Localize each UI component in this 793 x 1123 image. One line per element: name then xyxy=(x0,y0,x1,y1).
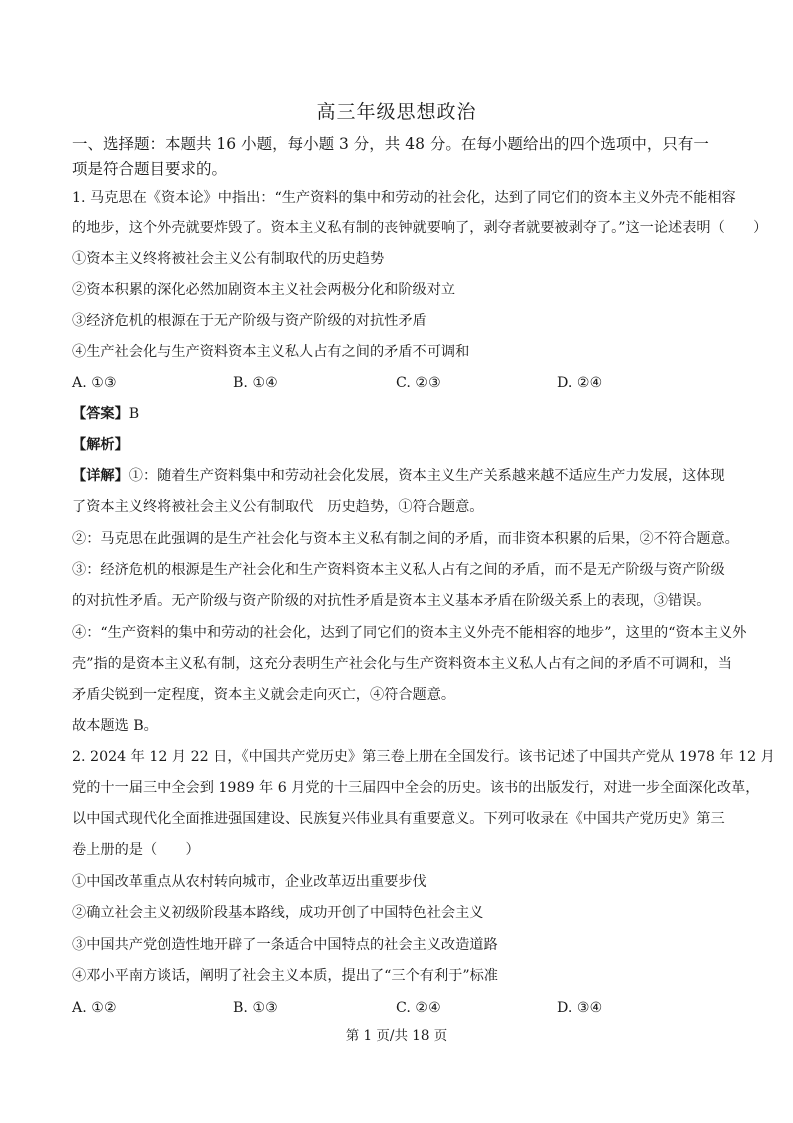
page-footer: 第 1 页/共 18 页 xyxy=(345,1028,448,1044)
q2-statement: ②确立社会主义初级阶段基本路线，成功开创了中国特色社会主义 xyxy=(72,905,484,921)
detail-label: 【详解】 xyxy=(72,468,129,484)
section-header-line: 一、选择题：本题共 16 小题，每小题 3 分，共 48 分。在每小题给出的四个选项中，只有一 xyxy=(72,135,709,153)
q2-statement: ①中国改革重点从农村转向城市，企业改革迈出重要步伐 xyxy=(72,874,427,890)
q2-stem-line: 2. 2024 年 12 月 22 日，《中国共产党历史》第三卷上册在全国发行。该书记述了中国共产党从 1978 年 12 月 xyxy=(72,749,775,765)
q1-detail-line: 壳”指的是资本主义私有制，这充分表明生产社会化与生产资料资本主义私人占有之间的矛盾不可调和，当 xyxy=(72,656,732,672)
q2-option-c: C. ②④ xyxy=(396,1000,441,1016)
q1-detail-line: 的对抗性矛盾。无产阶级与资产阶级的对抗性矛盾是资本主义基本矛盾在阶级关系上的表现，③错误。 xyxy=(72,593,711,609)
q1-detail-line: ②：马克思在此强调的是生产社会化与资本主义私有制之间的矛盾，而非资本积累的后果，②不符合题意。 xyxy=(72,531,739,547)
q1-stem-line: 的地步，这个外壳就要炸毁了。资本主义私有制的丧钟就要响了，剥夺者就要被剥夺了。”这一论述表明（ ） xyxy=(72,220,768,236)
detail-text: ①：随着生产资料集中和劳动社会化发展，资本主义生产关系越来越不适应生产力发展，这体现 xyxy=(128,468,725,484)
q1-conclusion: 故本题选 B。 xyxy=(72,718,158,734)
q1-detail-line xyxy=(72,466,725,486)
q1-detail-line: 矛盾尖锐到一定程度，资本主义就会走向灭亡，④符合题意。 xyxy=(72,687,456,703)
q2-stem-line: 党的十一届三中全会到 1989 年 6 月党的十三届四中全会的历史。该书的出版发行，对进一步全面深化改革， xyxy=(72,780,760,796)
q2-option-d: D. ③④ xyxy=(557,1000,603,1016)
q1-statement: ②资本积累的深化必然加剧资本主义社会两极分化和阶级对立 xyxy=(72,282,456,298)
q1-detail-line: ③：经济危机的根源是生产社会化和生产资料资本主义私人占有之间的矛盾，而不是无产阶级与资产阶级 xyxy=(72,562,725,578)
q1-option-d: D. ②④ xyxy=(557,375,603,391)
page-title: 高三年级思想政治 xyxy=(316,101,477,123)
q1-statement: ③经济危机的根源在于无产阶级与资产阶级的对抗性矛盾 xyxy=(72,313,427,329)
section-header-line: 项是符合题目要求的。 xyxy=(72,160,228,178)
q2-stem-line: 以中国式现代化全面推进强国建设、民族复兴伟业具有重要意义。下列可收录在《中国共产党历史》第三 xyxy=(72,811,725,827)
q1-option-c: C. ②③ xyxy=(396,375,441,391)
answer-value: B xyxy=(128,406,140,422)
q2-stem-line: 卷上册的是（ ） xyxy=(72,842,200,858)
q1-option-a: A. ①③ xyxy=(72,375,117,391)
q1-detail-line: 了资本主义终将被社会主义公有制取代 历史趋势，①符合题意。 xyxy=(72,499,484,515)
q1-statement: ①资本主义终将被社会主义公有制取代的历史趋势 xyxy=(72,251,385,267)
q1-stem-line: 1. 马克思在《资本论》中指出：“生产资料的集中和劳动的社会化，达到了同它们的资本主义外壳不能相容 xyxy=(72,190,736,206)
q2-option-b: B. ①③ xyxy=(233,1000,278,1016)
analysis-label: 【解析】 xyxy=(72,437,129,453)
q1-detail-line: ④：“生产资料的集中和劳动的社会化，达到了同它们的资本主义外壳不能相容的地步”，这里的“资本主义外 xyxy=(72,625,747,641)
q2-statement: ③中国共产党创造性地开辟了一条适合中国特点的社会主义改造道路 xyxy=(72,937,498,953)
q2-option-a: A. ①② xyxy=(72,1000,117,1016)
q1-statement: ④生产社会化与生产资料资本主义私人占有之间的矛盾不可调和 xyxy=(72,344,470,360)
q2-statement: ④邓小平南方谈话，阐明了社会主义本质，提出了“三个有利于”标准 xyxy=(72,968,498,984)
q1-option-b: B. ①④ xyxy=(233,375,278,391)
answer-label: 【答案】 xyxy=(72,406,129,422)
q1-answer xyxy=(72,404,139,424)
